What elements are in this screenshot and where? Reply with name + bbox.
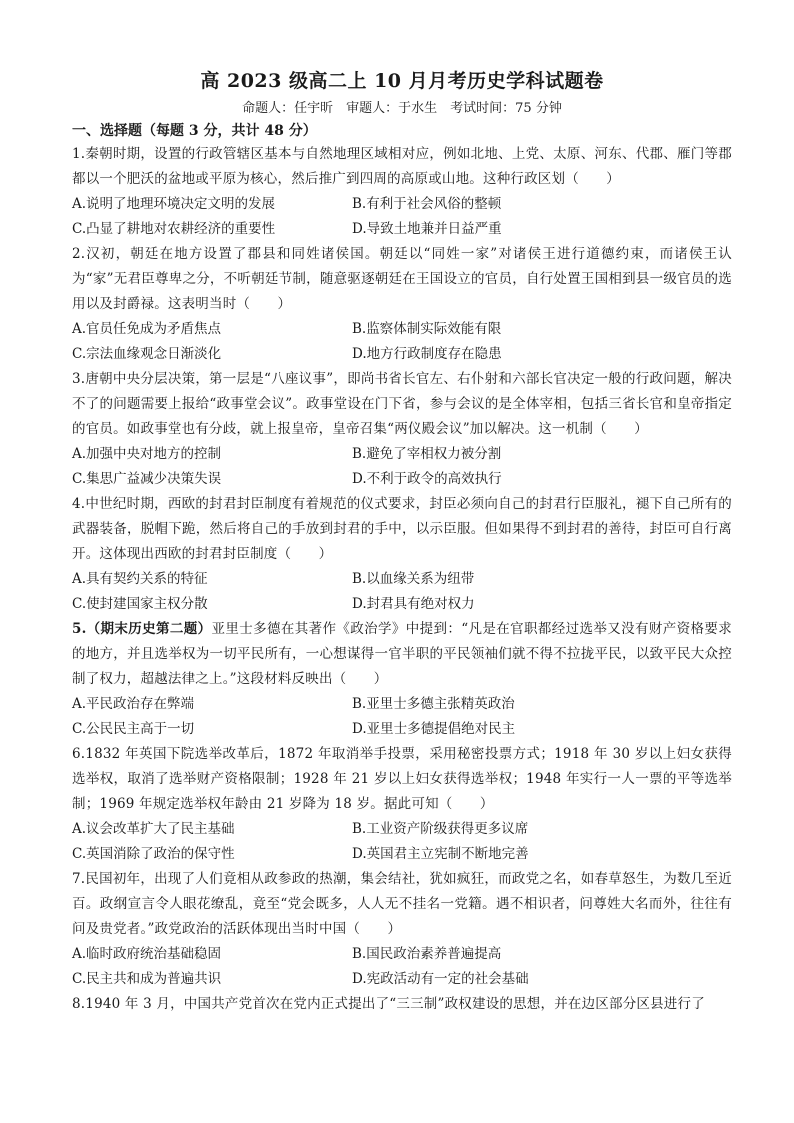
- question-text: 3.唐朝中央分层决策，第一层是“八座议事”，即尚书省长官左、右仆射和六部长官决定一般的行政问题，解决不了的问题需要上报给“政事堂会议”。政事堂设在门下省，参与会议的是全体宰相，包括三省长官和皇帝指定的官员。如政事堂也有分歧，就上报皇帝，皇帝召集“两仪殿会议”加以解决。这一机制（ ）: [72, 371, 732, 437]
- question-stem: [72, 492, 732, 567]
- question-1: [72, 142, 732, 242]
- answer-option: A.说明了地理环境决定文明的发展: [72, 196, 276, 212]
- answer-option: C.公民民主高于一切: [72, 721, 195, 737]
- answer-option: D.导致土地兼并日益严重: [352, 221, 502, 237]
- option-grid: [72, 442, 732, 492]
- exam-title: 高 2023 级高二上 10 月月考历史学科试题卷: [200, 70, 604, 92]
- question-4: [72, 492, 732, 617]
- answer-option: B.有利于社会风俗的整顿: [352, 196, 502, 212]
- exam-meta: 命题人：任宇昕 审题人：于水生 考试时间：75 分钟: [242, 101, 562, 116]
- answer-option: D.地方行政制度存在隐患: [352, 346, 502, 362]
- question-6: [72, 742, 732, 867]
- question-3: [72, 367, 732, 492]
- question-text: 7.民国初年，出现了人们竟相从政参政的热潮，集会结社，犹如疯狂，而政党之名，如春草怒生，为数几至近百。政纲宣言令人眼花缭乱，竟至“党会既多，人人无不挂名一党籍。遇不相识者，问尊姓大名而外，往往有问及贵党者。”政党政治的活跃体现出当时中国（ ）: [72, 871, 732, 937]
- option-grid: [72, 817, 732, 867]
- question-text: 1.秦朝时期，设置的行政管辖区基本与自然地理区域相对应，例如北地、上党、太原、河东、代郡、雁门等郡都以一个肥沃的盆地或平原为核心，然后推广到四周的高原或山地。这种行政区划（ ）: [72, 146, 732, 187]
- question-lead: 5.（期末历史第二题）: [72, 621, 212, 637]
- question-2: [72, 242, 732, 367]
- question-7: [72, 867, 732, 992]
- answer-option: A.议会改革扩大了民主基础: [72, 821, 235, 837]
- answer-option: C.民主共和成为普遍共识: [72, 971, 222, 987]
- question-stem: [72, 742, 732, 817]
- answer-option: C.集思广益减少决策失误: [72, 471, 222, 487]
- option-grid: [72, 317, 732, 367]
- question-list: [72, 142, 732, 1017]
- answer-option: B.国民政治素养普遍提高: [352, 946, 502, 962]
- answer-option: C.宗法血缘观念日渐淡化: [72, 346, 222, 362]
- answer-option: A.具有契约关系的特征: [72, 571, 208, 587]
- question-stem: [72, 867, 732, 942]
- question-stem: [72, 992, 732, 1017]
- question-text: 8.1940 年 3 月，中国共产党首次在党内正式提出了“三三制”政权建设的思想，并在边区部分区县进行了: [72, 996, 705, 1012]
- answer-option: D.宪政活动有一定的社会基础: [352, 971, 529, 987]
- answer-option: A.临时政府统治基础稳固: [72, 946, 222, 962]
- answer-option: B.监察体制实际效能有限: [352, 321, 502, 337]
- question-text: 2.汉初，朝廷在地方设置了郡县和同姓诸侯国。朝廷以“同姓一家”对诸侯王进行道德约束，而诸侯王认为“家”无君臣尊卑之分，不听朝廷节制，随意驱逐朝廷在王国设立的官员，自行处置王国相到县一级官员的选用以及封爵禄。这表明当时（ ）: [72, 246, 732, 312]
- answer-option: C.英国消除了政治的保守性: [72, 846, 235, 862]
- answer-option: C.使封建国家主权分散: [72, 596, 208, 612]
- answer-option: B.亚里士多德主张精英政治: [352, 696, 515, 712]
- answer-option: D.英国君主立宪制不断地完善: [352, 846, 529, 862]
- answer-option: A.加强中央对地方的控制: [72, 446, 222, 462]
- question-stem: [72, 617, 732, 692]
- option-grid: [72, 692, 732, 742]
- answer-option: B.工业资产阶级获得更多议席: [352, 821, 529, 837]
- option-grid: [72, 567, 732, 617]
- question-text: 4.中世纪时期，西欧的封君封臣制度有着规范的仪式要求，封臣必须向自己的封君行臣服礼，褪下自己所有的武器装备，脱帽下跪，然后将自己的手放到封君的手中，以示臣服。但如果得不到封君的善待，封臣可自行离开。这体现出西欧的封君封臣制度（ ）: [72, 496, 732, 562]
- answer-option: D.不利于政令的高效执行: [352, 471, 502, 487]
- answer-option: D.亚里士多德提倡绝对民主: [352, 721, 516, 737]
- question-text: 亚里士多德在其著作《政治学》中提到：“凡是在官职都经过选举又没有财产资格要求的地方，并且选举权为一切平民所有，一心想谋得一官半职的平民领袖们就不得不拉拢平民，以致平民大众控制了权力，超越法律之上。”这段材料反映出（ ）: [72, 621, 732, 687]
- answer-option: C.凸显了耕地对农耕经济的重要性: [72, 221, 276, 237]
- answer-option: D.封君具有绝对权力: [352, 596, 475, 612]
- question-stem: [72, 242, 732, 317]
- exam-page: [72, 66, 732, 1017]
- section-heading: 一、选择题（每题 3 分，共计 48 分）: [72, 123, 317, 139]
- answer-option: B.以血缘关系为纽带: [352, 571, 475, 587]
- answer-option: B.避免了宰相权力被分割: [352, 446, 502, 462]
- option-grid: [72, 192, 732, 242]
- question-5: [72, 617, 732, 742]
- answer-option: A.平民政治存在弊端: [72, 696, 195, 712]
- question-text: 6.1832 年英国下院选举改革后，1872 年取消举手投票，采用秘密投票方式；1918 年 30 岁以上妇女获得选举权，取消了选举财产资格限制；1928 年 21 岁以上妇女获得选举权；1948 年实行一人一票的平等选举制；1969 年规定选举权年龄由 21 岁降为 18 岁。据此可知（ ）: [72, 746, 732, 812]
- option-grid: [72, 942, 732, 992]
- question-stem: [72, 142, 732, 192]
- answer-option: A.官员任免成为矛盾焦点: [72, 321, 222, 337]
- question-stem: [72, 367, 732, 442]
- question-8: [72, 992, 732, 1017]
